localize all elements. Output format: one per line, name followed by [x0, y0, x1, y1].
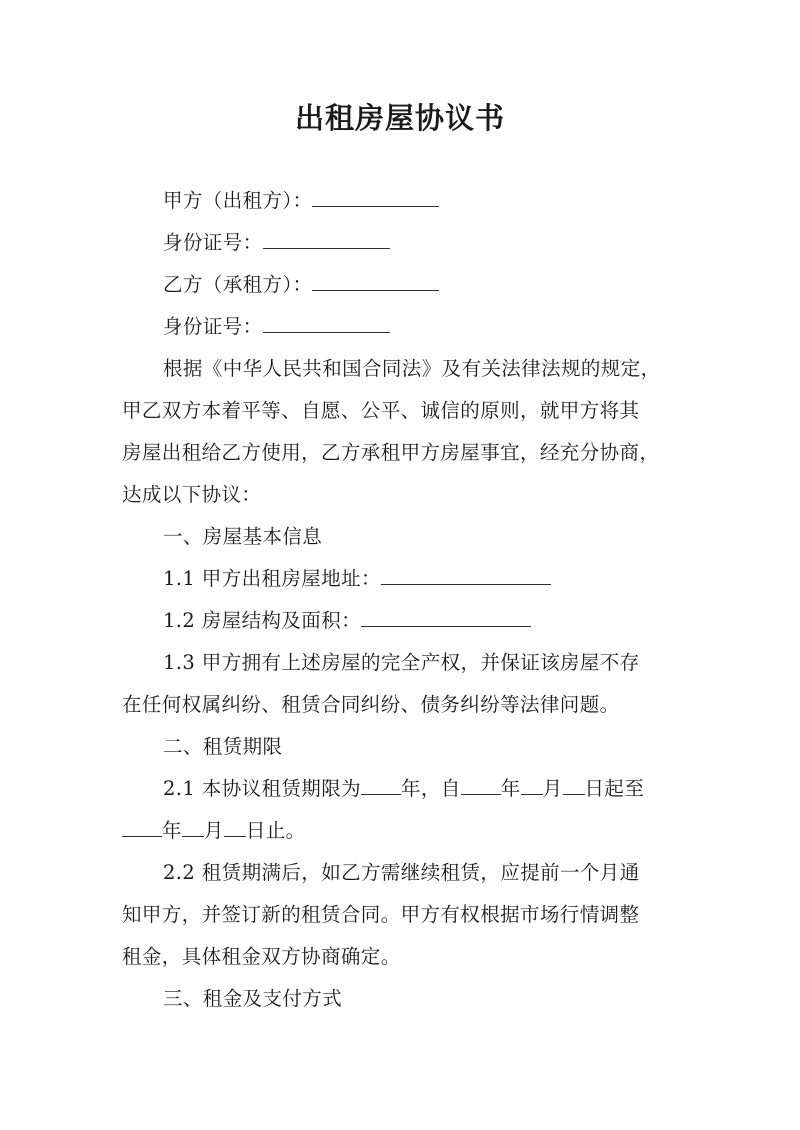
intro-line-1: 根据《中华人民共和国合同法》及有关法律法规的规定， [163, 357, 661, 380]
section-1-heading: 一、房屋基本信息 [163, 525, 323, 548]
party-b-line [163, 270, 439, 300]
section-2-heading: 二、租赁期限 [163, 735, 283, 758]
document-title: 出租房屋协议书 [294, 101, 505, 135]
party-a-id-blank[interactable] [263, 228, 390, 249]
item-2-1-text-4: 月 [542, 777, 563, 800]
item-2-1-text-5: 日起至 [584, 777, 645, 800]
start-year-blank[interactable] [461, 774, 501, 795]
intro-line-4: 达成以下协议： [122, 483, 262, 506]
item-2-2-line-3: 租金，具体租金双方协商确定。 [122, 945, 401, 968]
item-2-1-text-2: 年，自 [401, 777, 461, 800]
item-2-1-text-7: 月 [203, 819, 224, 842]
party-b-label: 乙方（承租方）： [163, 273, 313, 296]
item-1-3-line-2: 在任何权属纠纷、租赁合同纠纷、债务纠纷等法律问题。 [122, 693, 620, 716]
item-1-2-line [163, 606, 531, 636]
party-a-blank[interactable] [312, 186, 439, 207]
item-2-1-text-8: 日止。 [245, 819, 306, 842]
party-a-line [163, 186, 439, 216]
start-day-blank[interactable] [563, 774, 585, 795]
structure-area-blank[interactable] [361, 606, 531, 627]
item-2-1-line-1 [163, 774, 644, 804]
party-b-blank[interactable] [312, 270, 439, 291]
party-a-id-line [163, 228, 390, 258]
intro-line-2: 甲乙双方本着平等、自愿、公平、诚信的原则，就甲方将其 [122, 399, 640, 422]
start-month-blank[interactable] [521, 774, 543, 795]
item-2-1-text-6: 年 [162, 819, 182, 842]
party-b-id-blank[interactable] [263, 312, 390, 333]
party-a-id-label: 身份证号： [163, 231, 263, 254]
item-1-2-label: 1.2 房屋结构及面积： [163, 609, 362, 632]
item-2-1-text-1: 2.1 本协议租赁期限为 [163, 777, 362, 800]
item-2-1-line-2 [122, 816, 306, 846]
item-2-1-text-3: 年 [500, 777, 521, 800]
item-2-2-line-1: 2.2 租赁期满后，如乙方需继续租赁，应提前一个月通 [163, 861, 640, 884]
item-1-1-label: 1.1 甲方出租房屋地址： [163, 567, 381, 590]
party-b-id-label: 身份证号： [163, 315, 263, 338]
party-a-label: 甲方（出租方）： [163, 189, 313, 212]
end-year-blank[interactable] [122, 816, 162, 837]
party-b-id-line [163, 312, 390, 342]
end-month-blank[interactable] [182, 816, 204, 837]
item-1-1-line [163, 564, 551, 594]
item-2-2-line-2: 知甲方，并签订新的租赁合同。甲方有权根据市场行情调整 [122, 903, 640, 926]
end-day-blank[interactable] [224, 816, 246, 837]
term-years-blank[interactable] [361, 774, 401, 795]
item-1-3-line-1: 1.3 甲方拥有上述房屋的完全产权，并保证该房屋不存 [163, 651, 640, 674]
intro-line-3: 房屋出租给乙方使用，乙方承租甲方房屋事宜，经充分协商， [122, 441, 660, 464]
section-3-heading: 三、租金及支付方式 [163, 987, 343, 1010]
address-blank[interactable] [381, 564, 551, 585]
